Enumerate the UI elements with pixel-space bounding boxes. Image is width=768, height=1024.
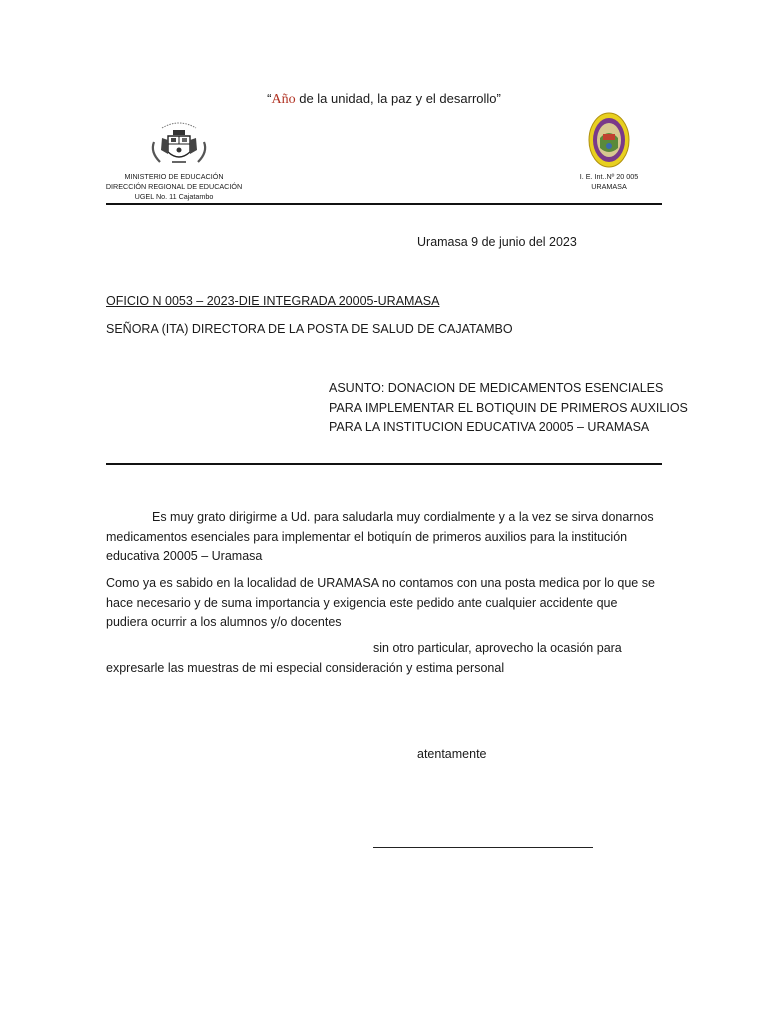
peru-coat-of-arms-logo (148, 118, 210, 168)
subject-line: PARA IMPLEMENTAR EL BOTIQUIN DE PRIMEROS AUXILIOS (329, 400, 688, 415)
body-line: educativa 20005 – Uramasa (106, 549, 263, 563)
subject-line: ASUNTO: DONACION DE MEDICAMENTOS ESENCIALES (329, 381, 664, 395)
subject-block (329, 379, 688, 438)
body-paragraph-3-line-2: expresarle las muestras de mi especial consideración y estima personal (106, 661, 505, 675)
body-paragraph-1 (106, 508, 666, 567)
closing: atentamente (417, 747, 487, 761)
ministry-header (104, 172, 244, 202)
oficio-reference: OFICIO N 0053 – 2023-DIE INTEGRADA 20005-URAMASA (106, 294, 440, 308)
body-text: Es muy grato dirigirme a Ud. para saludarla muy cordialmente y a la vez se sirva donarnos (152, 510, 654, 524)
body-paragraph-3-line-1: sin otro particular, aprovecho la ocasión para (373, 641, 622, 655)
motto-open-quote: “ (267, 91, 272, 106)
school-header (560, 172, 658, 192)
header-divider (106, 203, 662, 205)
motto (0, 91, 768, 108)
body-line: Como ya es sabido en la localidad de URAMASA no contamos con una posta medica por lo que se (106, 576, 655, 590)
body-line: hace necesario y de suma importancia y exigencia este pedido ante cualquier accidente que (106, 595, 618, 610)
body-line: pudiera ocurrir a los alumnos y/o docentes (106, 615, 342, 629)
school-place-line: URAMASA (591, 182, 627, 191)
signature-line (373, 847, 593, 848)
addressee: SEÑORA (ITA) DIRECTORA DE LA POSTA DE SALUD DE CAJATAMBO (106, 322, 513, 336)
subject-line: PARA LA INSTITUCION EDUCATIVA 20005 – URAMASA (329, 420, 650, 434)
subject-divider (106, 463, 662, 465)
body-paragraph-2 (106, 574, 666, 633)
motto-year-word: Año (271, 92, 296, 107)
body-line: medicamentos esenciales para implementar el botiquín de primeros auxilios para la institución (106, 529, 628, 544)
school-id-line: I. E. Int..Nº 20 005 (579, 172, 639, 181)
motto-rest: de la unidad, la paz y el desarrollo” (295, 91, 501, 106)
regional-direction-line: DIRECCIÓN REGIONAL DE EDUCACIÓN (105, 182, 243, 191)
ugel-line: UGEL No. 11 Cajatambo (134, 192, 214, 201)
date-line: Uramasa 9 de junio del 2023 (417, 235, 577, 249)
ministry-line: MINISTERIO DE EDUCACIÓN (124, 172, 224, 181)
body-line (106, 508, 666, 528)
school-seal-logo (588, 112, 630, 168)
